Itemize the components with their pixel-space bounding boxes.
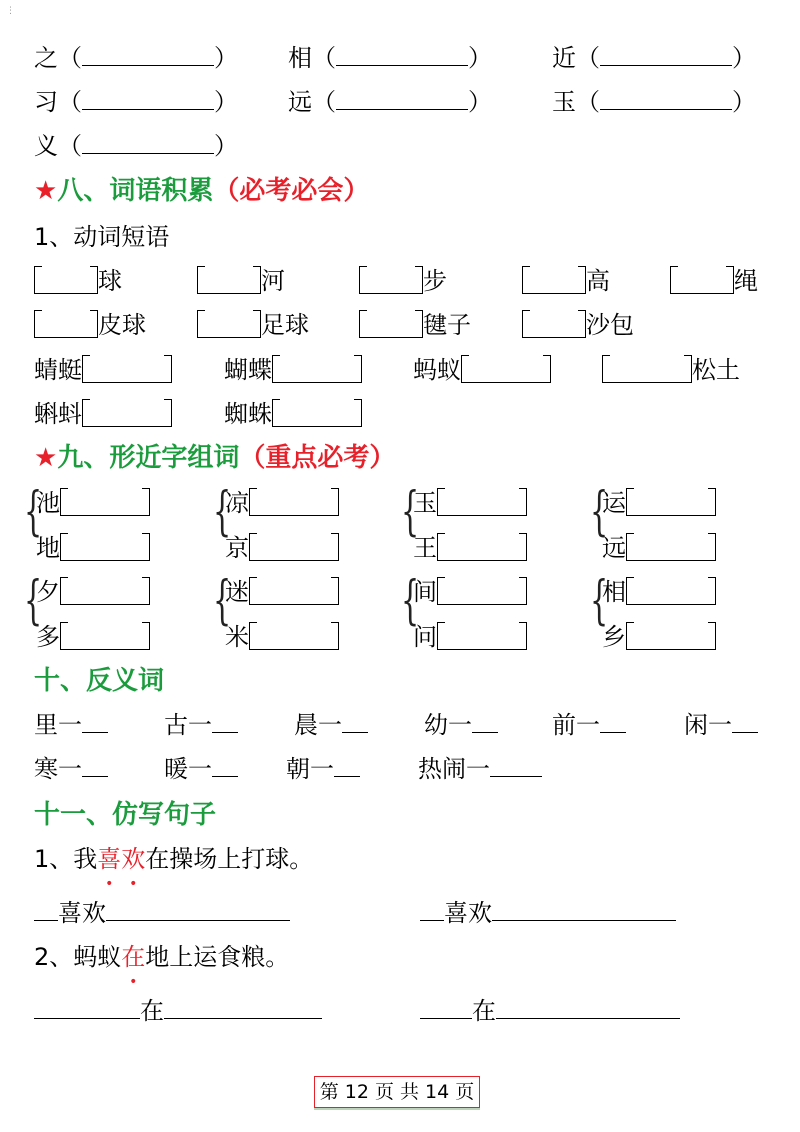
pair-item: 乡 <box>602 622 716 652</box>
bracket-item: 球 <box>34 266 122 296</box>
sentence-2: 2、蚂蚁在地上运食粮。 <box>34 943 290 971</box>
pair-item: 运 <box>602 488 716 518</box>
corner-mark: ⋮ <box>6 6 14 16</box>
bracket-item: 蜘蛛 <box>224 399 362 429</box>
pair-item: 远 <box>602 533 716 563</box>
antonym-item: 晨一 <box>294 710 368 740</box>
paren-item-zhi: 之（ ） <box>34 44 238 72</box>
antonym-item: 前一 <box>552 710 626 740</box>
pair-item: 玉 <box>413 488 527 518</box>
imitation-2-left: 在 <box>34 996 322 1026</box>
pair-item: 王 <box>413 533 527 563</box>
antonym-item: 闲一 <box>684 710 758 740</box>
bracket-item: 足球 <box>197 310 309 340</box>
brace-icon: { <box>213 571 232 631</box>
bracket-item: 松土 <box>602 355 740 385</box>
antonym-item: 朝一 <box>286 754 360 784</box>
brace-icon: { <box>590 482 609 542</box>
paren-item-jin: 近（ ） <box>552 44 756 72</box>
bracket-item: 步 <box>359 266 447 296</box>
antonym-item: 寒一 <box>34 754 108 784</box>
bracket-item: 高 <box>522 266 610 296</box>
pair-item: 多 <box>36 622 150 652</box>
section-8-subtitle: 1、动词短语 <box>34 223 170 251</box>
bracket-item: 绳 <box>670 266 758 296</box>
pair-item: 京 <box>225 533 339 563</box>
pair-item: 夕 <box>36 577 150 607</box>
paren-item-xiang: 相（ ） <box>288 44 492 72</box>
bracket-item: 蝴蝶 <box>224 355 362 385</box>
section-10-heading: 十、反义词 <box>34 666 165 696</box>
page-number: 第 12 页 共 14 页 <box>314 1076 480 1108</box>
pair-item: 地 <box>36 533 150 563</box>
section-9-heading: ★九、形近字组词（重点必考） <box>34 443 396 473</box>
brace-icon: { <box>590 571 609 631</box>
star-icon: ★ <box>34 443 58 473</box>
bracket-item: 毽子 <box>359 310 471 340</box>
bracket-item: 河 <box>197 266 285 296</box>
pair-item: 池 <box>36 488 150 518</box>
paren-item-yi: 义（ ） <box>34 132 238 160</box>
sentence-1: 1、我喜欢在操场上打球。 <box>34 845 314 873</box>
brace-icon: { <box>401 482 420 542</box>
antonym-item: 热闹一 <box>418 754 542 784</box>
imitation-2-right: 在 <box>420 996 680 1026</box>
imitation-1-right: 喜欢 <box>420 898 676 928</box>
star-icon: ★ <box>34 176 58 206</box>
bracket-item: 皮球 <box>34 310 146 340</box>
paren-item-yuan: 远（ ） <box>288 88 492 116</box>
imitation-1-left: 喜欢 <box>34 898 290 928</box>
brace-icon: { <box>401 571 420 631</box>
pair-item: 米 <box>225 622 339 652</box>
pair-item: 凉 <box>225 488 339 518</box>
brace-icon: { <box>24 571 43 631</box>
antonym-item: 暖一 <box>164 754 238 784</box>
section-11-heading: 十一、仿写句子 <box>34 800 217 830</box>
brace-icon: { <box>24 482 43 542</box>
antonym-item: 里一 <box>34 710 108 740</box>
brace-icon: { <box>213 482 232 542</box>
pair-item: 相 <box>602 577 716 607</box>
bracket-item: 蜻蜓 <box>34 355 172 385</box>
paren-item-yu: 玉（ ） <box>552 88 756 116</box>
section-8-heading: ★八、词语积累（必考必会） <box>34 176 370 206</box>
antonym-item: 古一 <box>164 710 238 740</box>
pair-item: 迷 <box>225 577 339 607</box>
bracket-item: 沙包 <box>522 310 634 340</box>
pair-item: 间 <box>413 577 527 607</box>
paren-item-xi: 习（ ） <box>34 88 238 116</box>
bracket-item: 蚂蚁 <box>413 355 551 385</box>
bracket-item: 蝌蚪 <box>34 399 172 429</box>
pair-item: 问 <box>413 622 527 652</box>
antonym-item: 幼一 <box>424 710 498 740</box>
